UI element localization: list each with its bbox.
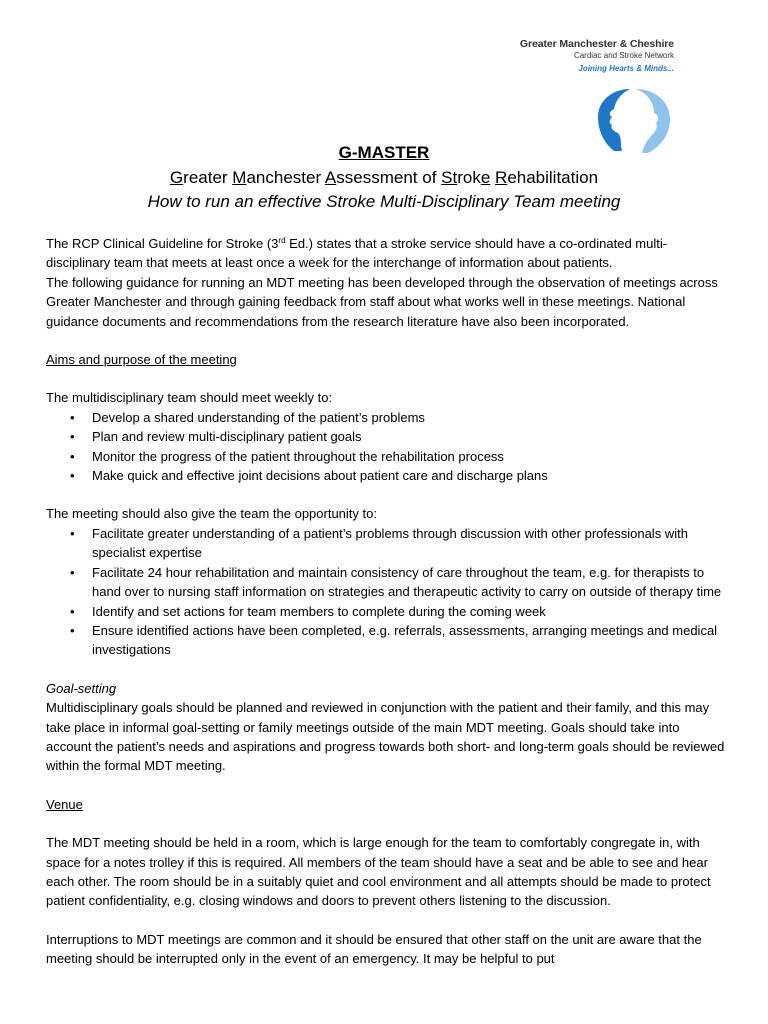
- intro-paragraph-2: The following guidance for running an MDT meeting has been developed through the observation of meetings across Greater Manchester and through gaining feedback from staff about what works well in these meetings. National guidance documents and recommendations from the research literature have also been incorporated.: [46, 274, 718, 329]
- subtitle-part: e: [480, 168, 491, 187]
- list-item: [46, 427, 726, 446]
- list-item-text: Make quick and effective joint decisions about patient care and discharge plans: [92, 468, 548, 484]
- aims-lead-1: The multidisciplinary team should meet weekly to:: [46, 390, 333, 406]
- subtitle-part: A: [324, 168, 337, 187]
- subtitle-part: St: [441, 168, 458, 187]
- bullet-icon: •: [70, 429, 75, 445]
- list-item: [46, 447, 726, 466]
- superscript: rd: [278, 236, 286, 245]
- list-item-text: Ensure identified actions have been completed, e.g. referrals, assessments, arranging meetings and medical investigations: [92, 622, 718, 658]
- venue-paragraph-2: Interruptions to MDT meetings are common and it should be ensured that other staff on the unit are aware that the meeting should be interrupted only in the event of an emergency. It may be helpful to put: [46, 931, 702, 967]
- bullet-icon: •: [70, 448, 75, 464]
- list-item: [46, 524, 726, 563]
- document-tagline: How to run an effective Stroke Multi-Disciplinary Team meeting: [147, 192, 621, 211]
- list-item-text: Facilitate 24 hour rehabilitation and maintain consistency of care throughout the team, e.g. for therapists to hand over to nursing staff information on strategies and therapeutic activity to carry on outside of therapy time: [92, 564, 722, 600]
- list-item-text: Develop a shared understanding of the patient’s problems: [92, 409, 425, 425]
- intro-paragraph-1: [46, 234, 726, 273]
- bullet-icon: •: [70, 409, 75, 425]
- subtitle-part: M: [232, 168, 247, 187]
- bullet-icon: •: [70, 468, 75, 484]
- aims-list-2: [46, 524, 726, 660]
- list-item-text: Identify and set actions for team members to complete during the coming week: [92, 603, 546, 619]
- goal-setting-heading: Goal-setting: [46, 680, 117, 696]
- aims-list-1: [46, 408, 726, 486]
- intro-text: Ed.) states that a stroke service should have a co-ordinated multi-disciplinary team that meets at least once a week for the interchange of information about patients.: [46, 236, 668, 271]
- list-item: [46, 602, 726, 621]
- list-item: [46, 408, 726, 427]
- list-item: [46, 621, 726, 660]
- subtitle-part: ehabilitation: [507, 168, 599, 187]
- title-block: [0, 143, 768, 214]
- bullet-icon: •: [70, 525, 75, 541]
- document-subtitle: [0, 165, 768, 190]
- network-logo-text: [520, 38, 674, 73]
- goal-setting-paragraph: Multidisciplinary goals should be planned and reviewed in conjunction with the patient and their family, and this may take place in informal goal-setting or family meetings outside of the main MDT meeting. Goals should take into account the patient’s needs and aspirations and progress towards both short- and long-term goals should be reviewed within the formal MDT meeting.: [46, 700, 725, 774]
- list-item-text: Monitor the progress of the patient throughout the rehabilitation process: [92, 448, 504, 464]
- subtitle-part: reater: [183, 168, 233, 187]
- subtitle-part: anchester: [246, 168, 325, 187]
- aims-heading: Aims and purpose of the meeting: [46, 352, 237, 368]
- document-title: G-MASTER: [338, 143, 430, 162]
- org-tagline: Joining Hearts & Minds...: [578, 64, 674, 73]
- bullet-icon: •: [70, 564, 75, 580]
- intro-text: The RCP Clinical Guideline for Stroke (3: [46, 236, 279, 251]
- org-name: Greater Manchester & Cheshire: [519, 38, 674, 50]
- document-body: [46, 234, 726, 969]
- subtitle-part: ssessment of: [336, 168, 442, 187]
- venue-heading: Venue: [46, 796, 83, 812]
- bullet-icon: •: [70, 622, 75, 638]
- list-item: [46, 466, 726, 485]
- aims-lead-2: The meeting should also give the team the opportunity to:: [46, 506, 377, 522]
- list-item: [46, 563, 726, 602]
- subtitle-part: rok: [457, 168, 481, 187]
- org-subtitle: Cardiac and Stroke Network: [573, 51, 674, 60]
- subtitle-part: G: [169, 168, 184, 187]
- bullet-icon: •: [70, 603, 75, 619]
- list-item-text: Plan and review multi-disciplinary patient goals: [92, 429, 362, 445]
- venue-paragraph-1: The MDT meeting should be held in a room, which is large enough for the team to comfortably congregate in, with space for a notes trolley if this is required. All members of the team should have a seat and be able to see and hear each other. The room should be in a suitably quiet and cool environment and all attempts should be made to protect patient confidentiality, e.g. closing windows and doors to prevent others listening to the discussion.: [46, 835, 711, 909]
- list-item-text: Facilitate greater understanding of a patient’s problems through discussion with other professionals with specialist expertise: [92, 525, 688, 561]
- subtitle-part: R: [495, 168, 508, 187]
